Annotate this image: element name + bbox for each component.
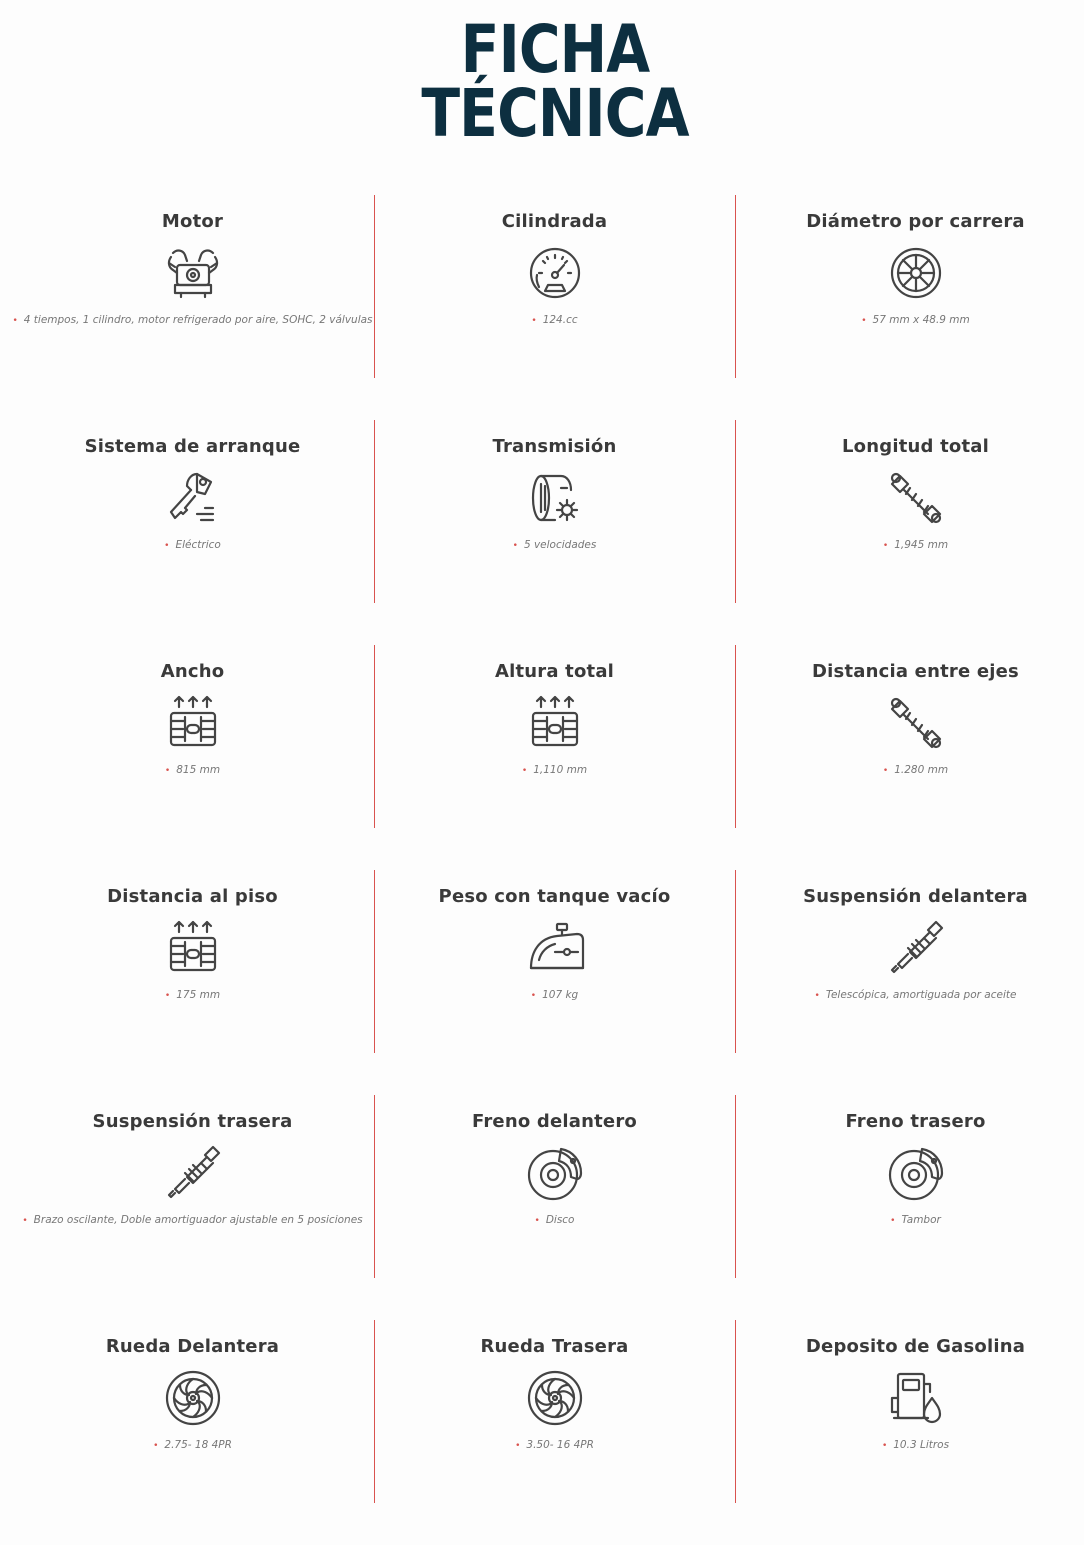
spec-card bbox=[374, 870, 735, 1053]
spec-value-line bbox=[374, 1439, 735, 1451]
column-divider bbox=[735, 1320, 736, 1503]
spec-value-line bbox=[374, 1214, 735, 1226]
tire-icon bbox=[525, 1368, 585, 1428]
column-divider bbox=[735, 420, 736, 603]
spec-value-line bbox=[374, 539, 735, 551]
column-divider bbox=[735, 1095, 736, 1278]
column-divider bbox=[735, 195, 736, 378]
spec-label: Distancia al piso bbox=[107, 886, 278, 907]
spec-card bbox=[374, 1095, 735, 1278]
spec-grid bbox=[12, 195, 1084, 1545]
column-divider bbox=[374, 1095, 375, 1278]
spec-row bbox=[12, 870, 1084, 1095]
spec-row bbox=[12, 645, 1084, 870]
spec-label: Diámetro por carrera bbox=[806, 211, 1025, 232]
spec-value: 3.50- 16 4PR bbox=[526, 1439, 594, 1451]
spec-label: Freno delantero bbox=[472, 1111, 637, 1132]
spec-card bbox=[12, 420, 373, 603]
shock-absorber-icon bbox=[886, 468, 946, 528]
page-title-line-1: FICHA bbox=[460, 11, 650, 88]
spec-label: Cilindrada bbox=[501, 211, 608, 232]
bullet-icon: • bbox=[530, 991, 537, 1001]
bullet-icon: • bbox=[515, 1441, 521, 1451]
column-divider bbox=[374, 870, 375, 1053]
spec-label: Longitud total bbox=[842, 436, 989, 457]
bullet-icon: • bbox=[153, 1441, 159, 1451]
bullet-icon: • bbox=[22, 1216, 28, 1226]
spark-plug-icon bbox=[886, 918, 946, 978]
spec-card bbox=[12, 870, 373, 1053]
spec-value: 5 velocidades bbox=[523, 539, 597, 551]
spec-label: Rueda Delantera bbox=[105, 1336, 280, 1357]
spec-value: Brazo oscilante, Doble amortiguador ajustable en 5 posiciones bbox=[33, 1214, 363, 1226]
brake-disc-icon bbox=[886, 1143, 946, 1203]
spec-value-line bbox=[735, 989, 1084, 1001]
spec-row bbox=[12, 1320, 1084, 1545]
spec-card bbox=[12, 1320, 373, 1503]
column-divider bbox=[374, 420, 375, 603]
spec-value-line bbox=[735, 764, 1084, 776]
spec-label: Freno trasero bbox=[845, 1111, 986, 1132]
page-title bbox=[78, 11, 1033, 152]
bullet-icon: • bbox=[882, 541, 889, 551]
transmission-gear-icon bbox=[525, 468, 585, 528]
spec-card bbox=[12, 195, 373, 378]
spec-value-line bbox=[12, 764, 373, 776]
spark-plug-icon bbox=[163, 1143, 223, 1203]
spec-label: Sistema de arranque bbox=[84, 436, 301, 457]
spec-value: 10.3 Litros bbox=[893, 1439, 950, 1451]
bullet-icon: • bbox=[531, 316, 537, 326]
spec-value-line bbox=[12, 989, 373, 1001]
column-divider bbox=[374, 195, 375, 378]
column-divider bbox=[374, 645, 375, 828]
spec-value-line bbox=[374, 764, 735, 776]
spec-value-line bbox=[12, 1439, 373, 1451]
key-icon bbox=[163, 468, 223, 528]
spec-label: Distancia entre ejes bbox=[812, 661, 1019, 682]
spec-value: 2.75- 18 4PR bbox=[164, 1439, 232, 1451]
engine-icon bbox=[163, 243, 223, 303]
bullet-icon: • bbox=[512, 541, 518, 551]
spec-label: Transmisión bbox=[492, 436, 617, 457]
spec-card bbox=[735, 420, 1084, 603]
spec-value: 107 kg bbox=[542, 989, 579, 1001]
spec-label: Suspensión delantera bbox=[803, 886, 1028, 907]
spec-value: 4 tiempos, 1 cilindro, motor refrigerado por aire, SOHC, 2 válvulas bbox=[23, 314, 373, 326]
spec-value-line bbox=[12, 539, 373, 551]
radiator-icon bbox=[525, 693, 585, 753]
brake-disc-icon bbox=[525, 1143, 585, 1203]
spec-card bbox=[735, 195, 1084, 378]
spec-card bbox=[12, 645, 373, 828]
spec-row bbox=[12, 195, 1084, 420]
spec-value-line bbox=[735, 539, 1084, 551]
spec-value-line bbox=[12, 1214, 373, 1226]
spec-label: Deposito de Gasolina bbox=[805, 1336, 1026, 1357]
bullet-icon: • bbox=[521, 766, 528, 776]
spec-value: 1,945 mm bbox=[894, 539, 949, 551]
spec-value-line bbox=[735, 1214, 1084, 1226]
spec-card bbox=[735, 1320, 1084, 1503]
bullet-icon: • bbox=[814, 991, 820, 1001]
spec-value-line bbox=[374, 314, 735, 326]
column-divider bbox=[735, 870, 736, 1053]
bullet-icon: • bbox=[881, 1441, 888, 1451]
spec-label: Altura total bbox=[494, 661, 615, 682]
spec-card bbox=[374, 1320, 735, 1503]
bullet-icon: • bbox=[882, 766, 889, 776]
spec-value: Tambor bbox=[901, 1214, 941, 1226]
spec-row bbox=[12, 420, 1084, 645]
fuel-pump-icon bbox=[886, 1368, 946, 1428]
spec-value: 815 mm bbox=[176, 764, 221, 776]
spec-card bbox=[735, 1095, 1084, 1278]
spec-value: Disco bbox=[545, 1214, 575, 1226]
spec-value: 175 mm bbox=[176, 989, 221, 1001]
shock-absorber-icon bbox=[886, 693, 946, 753]
page-title-line-2: TÉCNICA bbox=[421, 75, 689, 152]
tire-icon bbox=[163, 1368, 223, 1428]
spec-card bbox=[374, 420, 735, 603]
bullet-icon: • bbox=[12, 316, 18, 326]
radiator-icon bbox=[163, 918, 223, 978]
spec-label: Peso con tanque vacío bbox=[438, 886, 671, 907]
spec-value: Telescópica, amortiguada por aceite bbox=[825, 989, 1017, 1001]
spec-row bbox=[12, 1095, 1084, 1320]
spec-card bbox=[12, 1095, 373, 1278]
spec-value: 124.cc bbox=[542, 314, 578, 326]
wheel-icon bbox=[886, 243, 946, 303]
bullet-icon: • bbox=[890, 1216, 896, 1226]
bullet-icon: • bbox=[861, 316, 867, 326]
column-divider bbox=[374, 1320, 375, 1503]
spec-value: 57 mm x 48.9 mm bbox=[872, 314, 970, 326]
bullet-icon: • bbox=[164, 766, 171, 776]
spec-label: Rueda Trasera bbox=[480, 1336, 629, 1357]
spec-card bbox=[735, 645, 1084, 828]
spec-value: Eléctrico bbox=[175, 539, 221, 551]
spec-value-line bbox=[12, 314, 373, 326]
radiator-icon bbox=[163, 693, 223, 753]
spec-card bbox=[374, 645, 735, 828]
fuel-tank-icon bbox=[525, 918, 585, 978]
spec-value-line bbox=[374, 989, 735, 1001]
bullet-icon: • bbox=[164, 541, 170, 551]
spec-value: 1.280 mm bbox=[894, 764, 949, 776]
spec-label: Ancho bbox=[160, 661, 225, 682]
column-divider bbox=[735, 645, 736, 828]
spec-card bbox=[374, 195, 735, 378]
speedometer-icon bbox=[525, 243, 585, 303]
spec-value-line bbox=[735, 1439, 1084, 1451]
spec-label: Motor bbox=[161, 211, 224, 232]
spec-card bbox=[735, 870, 1084, 1053]
bullet-icon: • bbox=[534, 1216, 540, 1226]
spec-label: Suspensión trasera bbox=[92, 1111, 293, 1132]
bullet-icon: • bbox=[164, 991, 171, 1001]
spec-value-line bbox=[735, 314, 1084, 326]
spec-value: 1,110 mm bbox=[533, 764, 588, 776]
